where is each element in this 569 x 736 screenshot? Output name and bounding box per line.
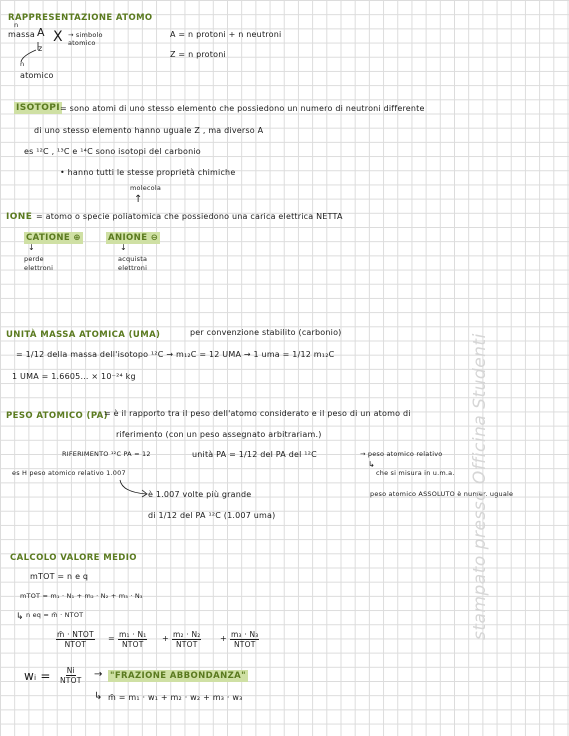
atomic-weight-def1: = è il rapporto tra il peso dell'atomo considerato e il peso di un atomo di — [104, 409, 411, 418]
ions-definition: = atomo o specie poliatomica che possiedono una carica elettrica NETTA — [36, 212, 343, 221]
wi-lhs: wᵢ = — [24, 669, 51, 683]
mass-label: massa — [8, 30, 35, 39]
wi-num: Ni — [66, 666, 75, 675]
notation-arrows — [20, 40, 50, 70]
frac-2 — [172, 630, 201, 649]
measured-note: che si misura in u.m.a. — [376, 469, 455, 477]
atomic-n-label: n — [20, 60, 25, 68]
example-arrow-icon — [118, 478, 152, 498]
watermark: stampato presso Officina Studenti — [470, 333, 490, 640]
def-a: A = n protoni + n neutroni — [170, 30, 282, 39]
mass-symbol: A — [37, 26, 45, 39]
mtot-sum: mTOT = m₁ · N₁ + m₂ · N₂ + m₃ · N₃ — [20, 592, 143, 600]
mass-n-label: n — [14, 21, 19, 29]
fraction-abundance-label: "FRAZIONE ABBONDANZA" — [110, 671, 246, 681]
symbol-arrow-label: → simbolo atomico — [68, 31, 103, 47]
final-formula: m̄ = m₁ · w₁ + m₂ · w₂ + m₃ · w₃ — [108, 693, 243, 702]
isotopes-line2: di uno stesso elemento hanno uguale Z , ma diverso A — [34, 126, 264, 135]
mtot-eq: mTOT = n e q — [30, 572, 89, 581]
uma-title: UNITÀ MASSA ATOMICA (UMA) — [6, 330, 161, 340]
def-z: Z = n protoni — [170, 50, 226, 59]
isotopes-title: ISOTOPI — [16, 103, 61, 113]
measured-arrow-icon: ↳ — [368, 460, 375, 469]
reference-carbon: RIFERIMENTO ¹²C PA = 12 — [62, 450, 151, 458]
anion-note: acquista elettroni — [118, 255, 148, 272]
uma-convention: per convenzione stabilito (carbonio) — [190, 328, 342, 337]
plus-sign-2: + — [220, 634, 227, 643]
relative-weight-note: → peso atomico relativo — [360, 450, 443, 458]
atomic-z: z — [38, 44, 43, 53]
frac-lhs-num: m̄ · NTOT — [57, 630, 94, 639]
average-title: CALCOLO VALORE MEDIO — [10, 553, 137, 563]
frac-2-num: m₂ · N₂ — [173, 630, 201, 639]
equals-sign: = — [108, 634, 115, 643]
absolute-weight-note: peso atomico ASSOLUTO è numer. uguale — [370, 490, 514, 498]
frac-3-den: NTOT — [234, 640, 256, 649]
element-symbol: X — [53, 29, 63, 45]
fraction-arrow-icon: → — [94, 669, 103, 680]
unit-pa: unità PA = 1/12 del PA del ¹²C — [192, 450, 317, 459]
frac-1 — [118, 630, 147, 649]
atomic-weight-def2: riferimento (con un peso assegnato arbitrariam.) — [116, 430, 322, 439]
plus-sign-1: + — [162, 634, 169, 643]
molecule-arrow-icon: ↑ — [134, 194, 143, 205]
wi-den: NTOT — [60, 676, 82, 685]
eq-substitution: n eq = m̄ · NTOT — [26, 611, 84, 619]
substitution-arrow-icon: ↳ — [16, 612, 24, 622]
frac-lhs — [56, 630, 95, 649]
cation-arrow-icon: ↓ — [28, 243, 35, 252]
isotopes-line1: = sono atomi di uno stesso elemento che possiedono un numero di neutroni differente — [60, 104, 425, 113]
uma-line2: 1 UMA = 1.6605... × 10⁻²⁴ kg — [12, 372, 136, 381]
molecule-label: molecola — [130, 184, 162, 192]
frac-1-num: m₁ · N₁ — [119, 630, 147, 639]
frac-1-den: NTOT — [122, 640, 144, 649]
wi-fraction — [60, 666, 81, 685]
anion-arrow-icon: ↓ — [120, 243, 127, 252]
atomic-weight-title: PESO ATOMICO (PA) — [6, 411, 108, 421]
isotopes-example: es ¹²C , ¹³C e ¹⁴C sono isotopi del carbonio — [24, 147, 201, 156]
cation-label: CATIONE ⊕ — [26, 233, 81, 243]
uma-line1: = 1/12 della massa dell'isotopo ¹²C → m₁₂C = 12 UMA → 1 uma = 1/12 m₁₂C — [16, 350, 335, 359]
page-title: RAPPRESENTAZIONE ATOMO — [8, 13, 153, 23]
final-arrow-icon: ↳ — [94, 691, 103, 702]
atomic-label: atomico — [20, 71, 54, 80]
frac-lhs-den: NTOT — [64, 640, 87, 649]
frac-2-den: NTOT — [176, 640, 198, 649]
times-larger: è 1.007 volte più grande — [148, 490, 252, 499]
frac-3-num: m₃ · N₃ — [231, 630, 259, 639]
hydrogen-example: es H peso atomico relativo 1.007 — [12, 469, 126, 477]
cation-note: perde elettroni — [24, 255, 54, 272]
isotopes-bullet: • hanno tutti le stesse proprietà chimiche — [60, 168, 236, 177]
anion-label: ANIONE ⊖ — [108, 233, 159, 243]
frac-3 — [230, 630, 259, 649]
ions-title: IONE — [6, 212, 33, 222]
twelfth-carbon: di 1/12 del PA ¹²C (1.007 uma) — [148, 511, 276, 520]
